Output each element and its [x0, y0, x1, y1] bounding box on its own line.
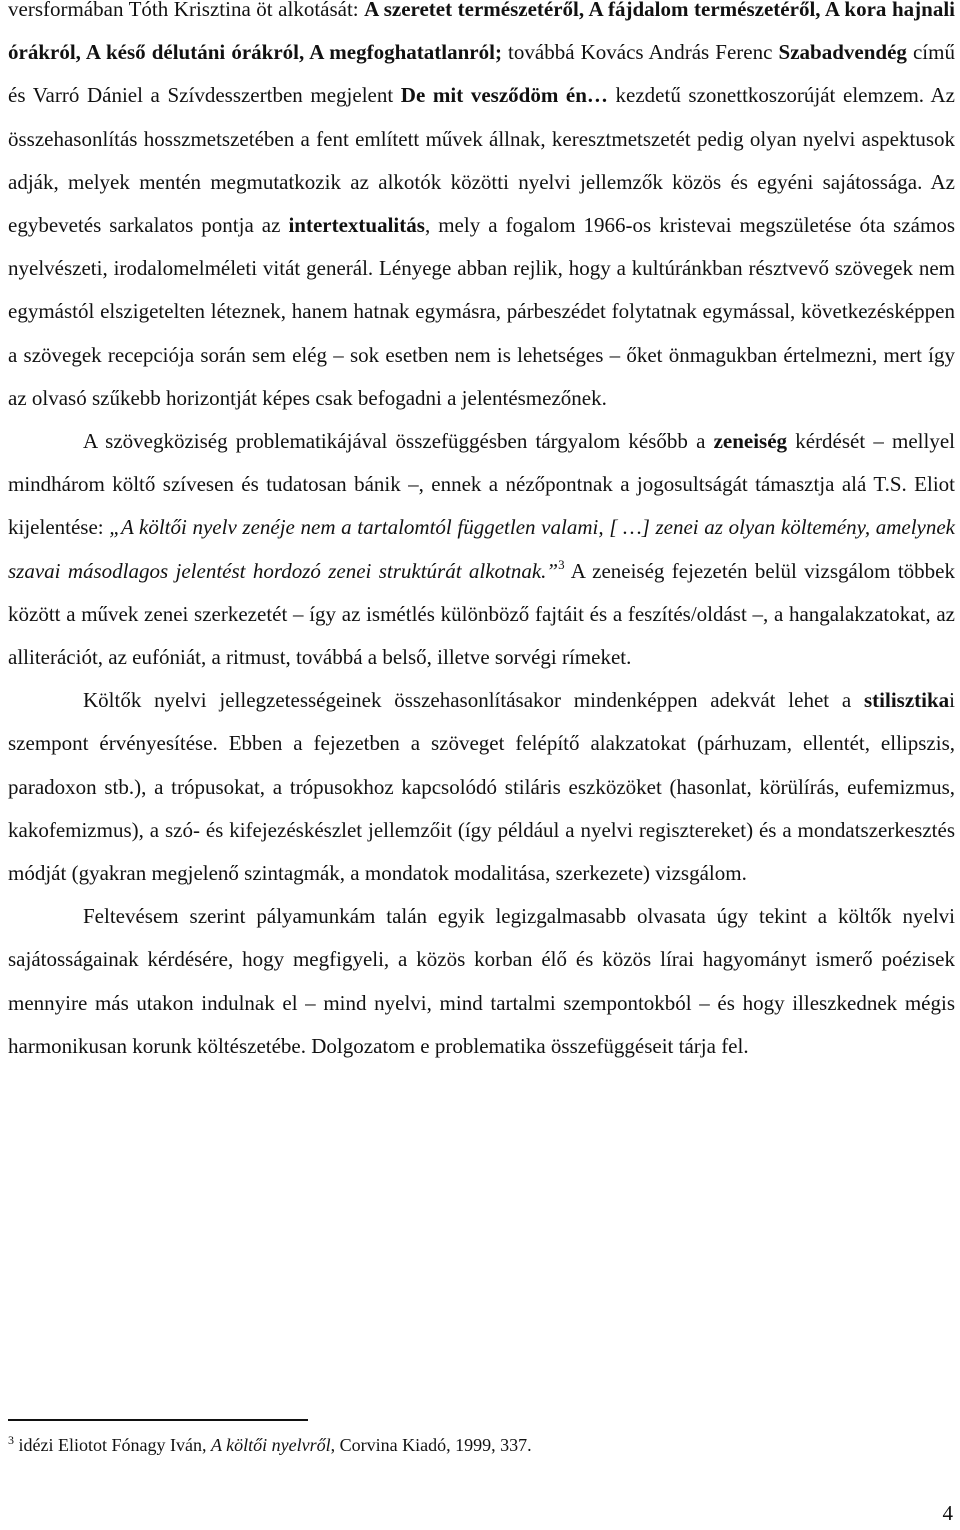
- text-run: Az összehasonlítás hosszmetszetében a fent említett művek állnak, keresztmetszetét pedig olyan nyelvi aspektusok adják, melyek mentén megmutatkozik az alkotók közötti nyelvi jellemzők közös és egyéni sajátossága. Az egybevetés sarkalatos pontja az: [8, 83, 955, 238]
- work-title-de-mit-veszodom-en: De mit vesződöm én…: [400, 83, 608, 108]
- text-run: továbbá Kovács András Ferenc: [501, 40, 779, 65]
- keyword-stilisztika: stilisztika: [863, 688, 950, 713]
- footnote: [8, 1433, 532, 1457]
- text-run: A zeneiség fejezetén belül vizsgálom többek között a művek zenei szerkezetét – így az ismétlés különböző fajtáit és a feszítés/oldást –, a hangalakzatokat, az alliterációt, az eufóniát, a ritmust, továbbá a belső, illetve sorvégi rímeket.: [8, 558, 955, 670]
- text-run: Feltevésem szerint pályamunkám talán egyik legizgalmasabb olvasata úgy tekint a költők nyelvi sajátosságainak kérdésére, hogy megfigyeli, a közös korban élő és közös lírai hagyományt ismerő poézisek mennyire más utakon indulnak el – mind nyelvi, mind tartalmi szempontokból – és hogy illeszkednek mégis harmonikusan korunk költészetébe. Dolgozatom e problematika összefüggéseit tárja fel.: [8, 904, 955, 1058]
- footnote-text: idézi Eliotot Fónagy Iván,: [14, 1435, 211, 1455]
- footnote-book-title: A költői nyelvről: [210, 1435, 331, 1455]
- text-run: kezdetű szonettkoszorúját elemzem.: [607, 83, 931, 108]
- paragraph-4: [8, 895, 955, 1068]
- text-run: versformában Tóth Krisztina öt alkotását:: [8, 0, 365, 21]
- footnote-text: , Corvina Kiadó, 1999, 337.: [330, 1435, 532, 1455]
- footnote-marker: 3: [8, 1433, 14, 1447]
- work-titles: A szeretet természetéről, A fájdalom természetéről, A kora hajnali órákról, A késő délutáni órákról, A megfoghatatlanról;: [8, 0, 955, 65]
- work-title-szabadvendeg: Szabadvendég: [778, 40, 907, 65]
- text-run: , mely a fogalom 1966-os kristevai megszületése óta számos nyelvészeti, irodalomelméleti vitát generál. Lényege abban rejlik, hogy a kultúránkban résztvevő szövegek nem egymástól elszigetelten léteznek, hanem hatnak egymásra, párbeszédet folytatnak egymással, következésképpen a szövegek recepciója során sem elég – sok esetben nem is lehetséges – őket önmagukban értelmezni, mert így az olvasó szűkebb horizontját képes csak befogadni a jelentésmezőnek.: [8, 213, 955, 410]
- page-number: 4: [942, 1501, 953, 1525]
- paragraph-2: [8, 420, 955, 679]
- document-page: [8, 0, 955, 1068]
- eliot-quotation: „A költői nyelv zenéje nem a tartalomtól független valami, [ …] zenei az olyan költemény, amelynek szavai másodlagos jelentést hordozó zenei struktúrát alkotnak.”: [8, 515, 955, 583]
- text-run: kérdését – mellyel mindhárom költő szívesen és tudatosan bánik –, ennek a nézőpontnak a jogosultságát támasztja alá T.S. Eliot kijelentése:: [8, 429, 955, 540]
- keyword-zeneiseg: zeneiség: [713, 429, 788, 454]
- text-run: A szövegköziség problematikájával összefüggésben tárgyalom később a: [83, 429, 714, 454]
- text-run: című és Varró Dániel a Szívdesszertben megjelent: [8, 40, 955, 108]
- footnote-separator: [8, 1419, 308, 1421]
- paragraph-1: [8, 0, 955, 420]
- text-run: i szempont érvényesítése. Ebben a fejezetben a szöveget felépítő alakzatokat (párhuzam, ellentét, ellipszis, paradoxon stb.), a trópusokat, a trópusokhoz kapcsolódó stiláris eszközöket (hasonlat, körülírás, eufemizmus, kakofemizmus), a szó- és kifejezéskészlet jellemzőit (így például a nyelvi regisztereket) és a mondatszerkesztés módját (gyakran megjelenő szintagmák, a mondatok modalitása, szerkezete) vizsgálom.: [8, 688, 955, 886]
- keyword-intertextualitas: intertextualitás: [288, 213, 425, 238]
- footnote-reference[interactable]: 3: [558, 556, 565, 572]
- text-run: Költők nyelvi jellegzetességeinek összehasonlításakor mindenképpen adekvát lehet a: [83, 688, 864, 713]
- paragraph-3: [8, 679, 955, 895]
